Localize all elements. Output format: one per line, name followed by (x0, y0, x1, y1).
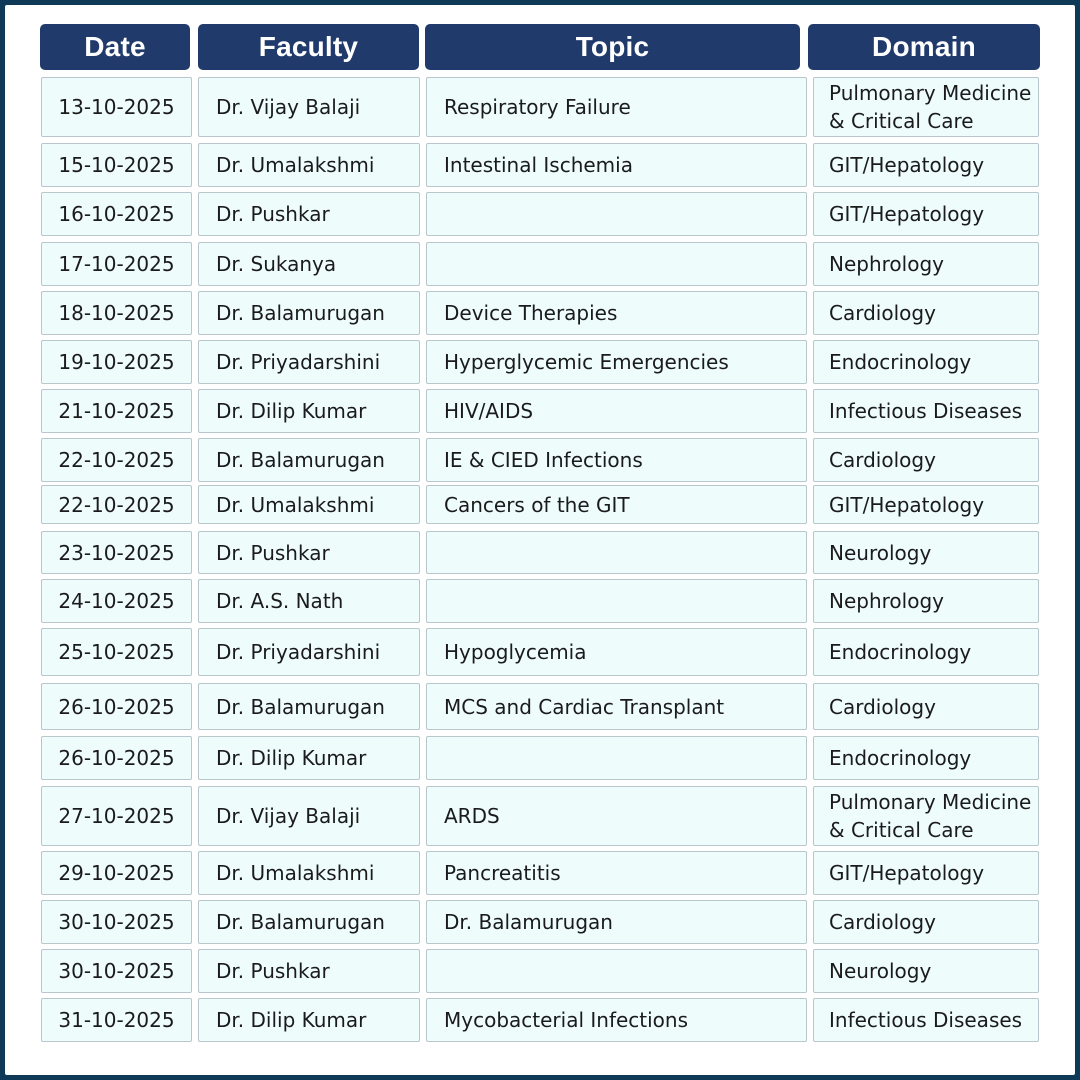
date-cell: 22-10-2025 (41, 485, 192, 524)
date-cell: 17-10-2025 (41, 242, 192, 286)
topic-cell: IE & CIED Infections (426, 438, 807, 482)
date-cell: 13-10-2025 (41, 77, 192, 137)
topic-cell: Mycobacterial Infections (426, 998, 807, 1042)
header-topic: Topic (425, 24, 800, 70)
topic-cell: Intestinal Ischemia (426, 143, 807, 187)
domain-cell: Endocrinology (813, 736, 1039, 780)
topic-cell: Hypoglycemia (426, 628, 807, 676)
domain-cell: Cardiology (813, 438, 1039, 482)
faculty-cell: Dr. Priyadarshini (198, 628, 420, 676)
domain-cell: Endocrinology (813, 628, 1039, 676)
domain-cell: GIT/Hepatology (813, 192, 1039, 236)
domain-cell: Pulmonary Medicine & Critical Care (813, 786, 1039, 846)
faculty-cell: Dr. Vijay Balaji (198, 77, 420, 137)
domain-cell: Infectious Diseases (813, 998, 1039, 1042)
topic-cell (426, 736, 807, 780)
faculty-cell: Dr. Balamurugan (198, 683, 420, 730)
faculty-cell: Dr. Dilip Kumar (198, 998, 420, 1042)
topic-cell: Dr. Balamurugan (426, 900, 807, 944)
date-cell: 30-10-2025 (41, 949, 192, 993)
topic-cell (426, 531, 807, 574)
faculty-cell: Dr. Pushkar (198, 192, 420, 236)
faculty-cell: Dr. Balamurugan (198, 900, 420, 944)
topic-cell: Respiratory Failure (426, 77, 807, 137)
date-cell: 16-10-2025 (41, 192, 192, 236)
header-faculty: Faculty (198, 24, 419, 70)
date-cell: 29-10-2025 (41, 851, 192, 895)
date-cell: 24-10-2025 (41, 579, 192, 623)
domain-cell: Cardiology (813, 683, 1039, 730)
topic-cell: Device Therapies (426, 291, 807, 335)
topic-cell (426, 579, 807, 623)
date-cell: 21-10-2025 (41, 389, 192, 433)
faculty-cell: Dr. Dilip Kumar (198, 389, 420, 433)
topic-cell (426, 192, 807, 236)
domain-cell: GIT/Hepatology (813, 851, 1039, 895)
date-cell: 26-10-2025 (41, 683, 192, 730)
topic-cell (426, 242, 807, 286)
faculty-cell: Dr. Vijay Balaji (198, 786, 420, 846)
date-cell: 30-10-2025 (41, 900, 192, 944)
domain-cell: Nephrology (813, 579, 1039, 623)
topic-cell: MCS and Cardiac Transplant (426, 683, 807, 730)
faculty-cell: Dr. A.S. Nath (198, 579, 420, 623)
faculty-cell: Dr. Pushkar (198, 531, 420, 574)
domain-cell: GIT/Hepatology (813, 485, 1039, 524)
header-date: Date (40, 24, 190, 70)
domain-cell: Pulmonary Medicine & Critical Care (813, 77, 1039, 137)
header-domain: Domain (808, 24, 1040, 70)
topic-cell: HIV/AIDS (426, 389, 807, 433)
date-cell: 19-10-2025 (41, 340, 192, 384)
domain-cell: Neurology (813, 531, 1039, 574)
faculty-cell: Dr. Pushkar (198, 949, 420, 993)
topic-cell: Cancers of the GIT (426, 485, 807, 524)
topic-cell: Hyperglycemic Emergencies (426, 340, 807, 384)
domain-cell: Cardiology (813, 900, 1039, 944)
domain-cell: Neurology (813, 949, 1039, 993)
date-cell: 22-10-2025 (41, 438, 192, 482)
date-cell: 23-10-2025 (41, 531, 192, 574)
faculty-cell: Dr. Priyadarshini (198, 340, 420, 384)
domain-cell: GIT/Hepatology (813, 143, 1039, 187)
topic-cell (426, 949, 807, 993)
faculty-cell: Dr. Balamurugan (198, 438, 420, 482)
domain-cell: Nephrology (813, 242, 1039, 286)
faculty-cell: Dr. Umalakshmi (198, 143, 420, 187)
faculty-cell: Dr. Sukanya (198, 242, 420, 286)
date-cell: 15-10-2025 (41, 143, 192, 187)
topic-cell: ARDS (426, 786, 807, 846)
date-cell: 25-10-2025 (41, 628, 192, 676)
topic-cell: Pancreatitis (426, 851, 807, 895)
domain-cell: Cardiology (813, 291, 1039, 335)
faculty-cell: Dr. Umalakshmi (198, 851, 420, 895)
faculty-cell: Dr. Balamurugan (198, 291, 420, 335)
date-cell: 27-10-2025 (41, 786, 192, 846)
faculty-cell: Dr. Umalakshmi (198, 485, 420, 524)
domain-cell: Infectious Diseases (813, 389, 1039, 433)
faculty-cell: Dr. Dilip Kumar (198, 736, 420, 780)
date-cell: 26-10-2025 (41, 736, 192, 780)
domain-cell: Endocrinology (813, 340, 1039, 384)
date-cell: 18-10-2025 (41, 291, 192, 335)
date-cell: 31-10-2025 (41, 998, 192, 1042)
